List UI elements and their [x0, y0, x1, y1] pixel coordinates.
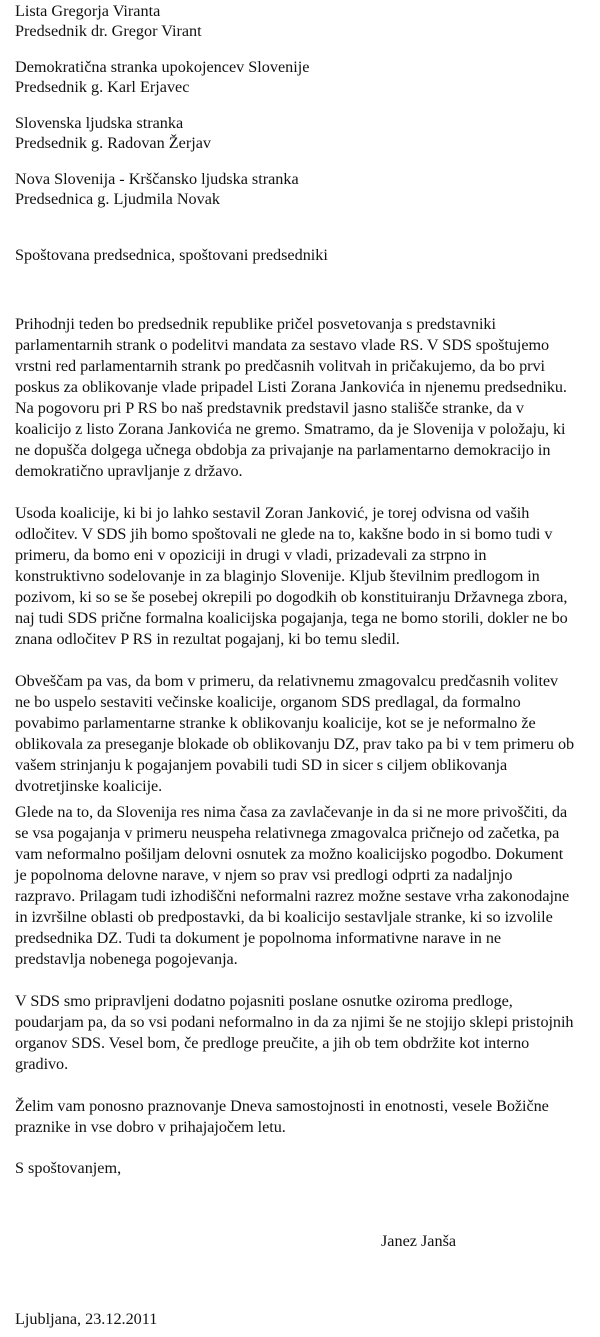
recipient-leader: Predsednik g. Karl Erjavec: [15, 77, 190, 96]
body-paragraph: Želim vam ponosno praznovanje Dneva samostojnosti in enotnosti, vesele Božične praznike in vse dobro v prihajajočem letu.: [15, 1097, 549, 1136]
closing: S spoštovanjem,: [15, 1159, 122, 1177]
recipient-party: Slovenska ljudska stranka: [15, 114, 184, 132]
recipient-leader: Predsednik dr. Gregor Virant: [15, 21, 202, 40]
recipient-leader: Predsednica g. Ljudmila Novak: [15, 189, 220, 208]
body-paragraph: V SDS smo pripravljeni dodatno pojasniti poslane osnutke oziroma predloge, poudarjam pa, da so vsi podani neformalno in da za njimi še ne stojijo sklepi pristojnih organov SDS. Vesel bom, če predloge preučite, a jih ob tem obdržite kot interno gradivo.: [15, 992, 574, 1073]
recipient-block: [15, 58, 585, 97]
recipient-leader: Predsednik g. Radovan Žerjav: [15, 133, 211, 152]
signature-name: Janez Janša: [381, 1232, 457, 1250]
body-paragraph: Glede na to, da Slovenija res nima časa za zavlačevanje in da si ne more privoščiti, da se vsa pogajanja v primeru neuspeha relativnega zmagovalca pričnejo od začetka, pa vam neformalno pošiljam delovni osnutek za možno koalicijsko pogodbo. Dokument je popolnoma delovne narave, v njem so prav vsi predlogi odprti za nadaljnjo razpravo. Prilagam tudi izhodiščni neformalni razrez možne sestave vrha zakonodajne in izvršilne oblasti ob predpostavki, da bi koalicijo sestavljale stranke, ki so izvolile predsednika DZ. Tudi ta dokument je popolnoma informativne narave in ne predstavlja nobenega pogojevanja.: [15, 803, 570, 968]
recipient-party: Nova Slovenija - Krščansko ljudska stranka: [15, 170, 299, 188]
place-date: Ljubljana, 23.12.2011: [15, 1310, 158, 1328]
recipient-block: [15, 114, 585, 153]
recipient-party: Lista Gregorja Viranta: [15, 2, 161, 20]
recipient-party: Demokratična stranka upokojencev Slovenije: [15, 58, 310, 76]
recipient-block: [15, 2, 585, 41]
body-paragraph: Usoda koalicije, ki bi jo lahko sestavil Zoran Janković, je torej odvisna od vaših odločitev. V SDS jih bomo spoštovali ne glede na to, kakšne bodo in si bomo tudi v primeru, da bomo eni v opoziciji in drugi v vladi, prizadevali za strpno in konstruktivno sodelovanje in za blaginjo Slovenije. Kljub številnim predlogom in pozivom, ki so se še posebej okrepili po dogodkih ob konstituiranju Državnega zbora, naj tudi SDS prične formalna koalicijska pogajanja, tega ne bomo storili, dokler ne bo znana odločitev P RS in rezultat pogajanj, ki bo temu sledil.: [15, 504, 568, 648]
body-paragraph: Prihodnji teden bo predsednik republike pričel posvetovanja s predstavniki parlamentarnih strank o podelitvi mandata za sestavo vlade RS. V SDS spoštujemo vrstni red parlamentarnih strank po predčasnih volitvah in pričakujemo, da bo prvi poskus za oblikovanje vlade pripadel Listi Zorana Jankovića in njenemu predsedniku. Na pogovoru pri P RS bo naš predstavnik predstavil jasno stališče stranke, da v koalicijo z listo Zorana Jankovića ne gremo. Smatramo, da je Slovenija v položaju, ki ne dopušča dolgega učnega obdobja za privajanje na parlamentarno demokracijo in demokratično upravljanje z državo.: [15, 315, 567, 480]
body-paragraph: Obveščam pa vas, da bom v primeru, da relativnemu zmagovalcu predčasnih volitev ne bo uspelo sestaviti večinske koalicije, organom SDS predlagal, da formalno povabimo parlamentarne stranke k oblikovanju koalicije, kot se je neformalno že oblikovala za preseganje blokade ob oblikovanju DZ, prav tako pa bi v tem primeru ob vašem strinjanju k pogajanjem povabili tudi SD in sicer s ciljem oblikovanja dvotretjinske koalicije.: [15, 672, 575, 795]
recipient-block: [15, 170, 585, 209]
salutation: Spoštovana predsednica, spoštovani predsedniki: [15, 246, 328, 264]
